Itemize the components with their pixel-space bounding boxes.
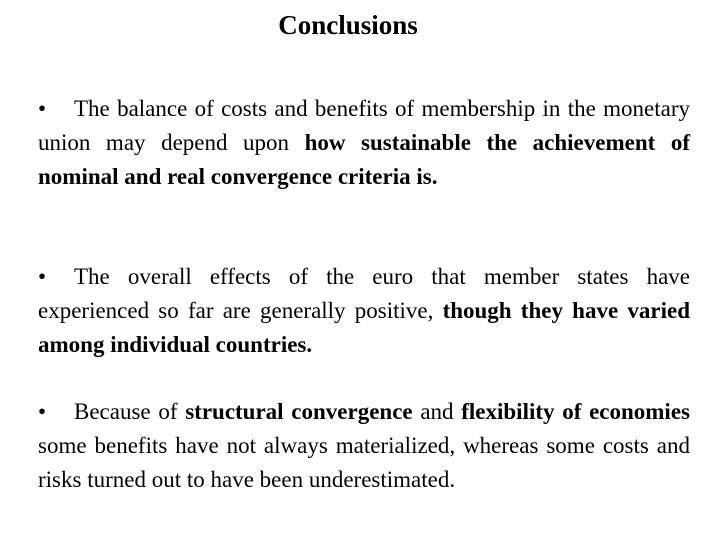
- bullet-text-plain: The overall effects of the euro that member states have experienced so far are generally positive,: [38, 264, 690, 323]
- bullet-euro-effects: [38, 260, 690, 362]
- bullet-text-plain: some benefits have not always materialized, whereas some costs and risks turned out to have been underestimated.: [38, 433, 690, 492]
- bullet-membership-balance: [38, 92, 690, 194]
- bullet-text-plain: Because of: [74, 399, 186, 424]
- bullet-structural-convergence: [38, 395, 690, 497]
- bullet-text-bold: though they have varied among individual countries.: [38, 298, 690, 357]
- bullet-dot: •: [38, 264, 47, 289]
- bullet-dot: •: [38, 399, 47, 424]
- bullet-text-bold: flexibility of economies: [461, 399, 690, 424]
- bullet-dot: •: [38, 96, 47, 121]
- bullet-text-bold: how sustainable the achievement of nominal and real convergence criteria is.: [38, 130, 690, 189]
- bullet-text-plain: The balance of costs and benefits of membership in the monetary union may depend upon: [38, 96, 690, 155]
- bullet-text-plain: and: [412, 399, 462, 424]
- slide-title: Conclusions: [278, 10, 418, 40]
- bullet-text-bold: structural convergence: [185, 399, 413, 424]
